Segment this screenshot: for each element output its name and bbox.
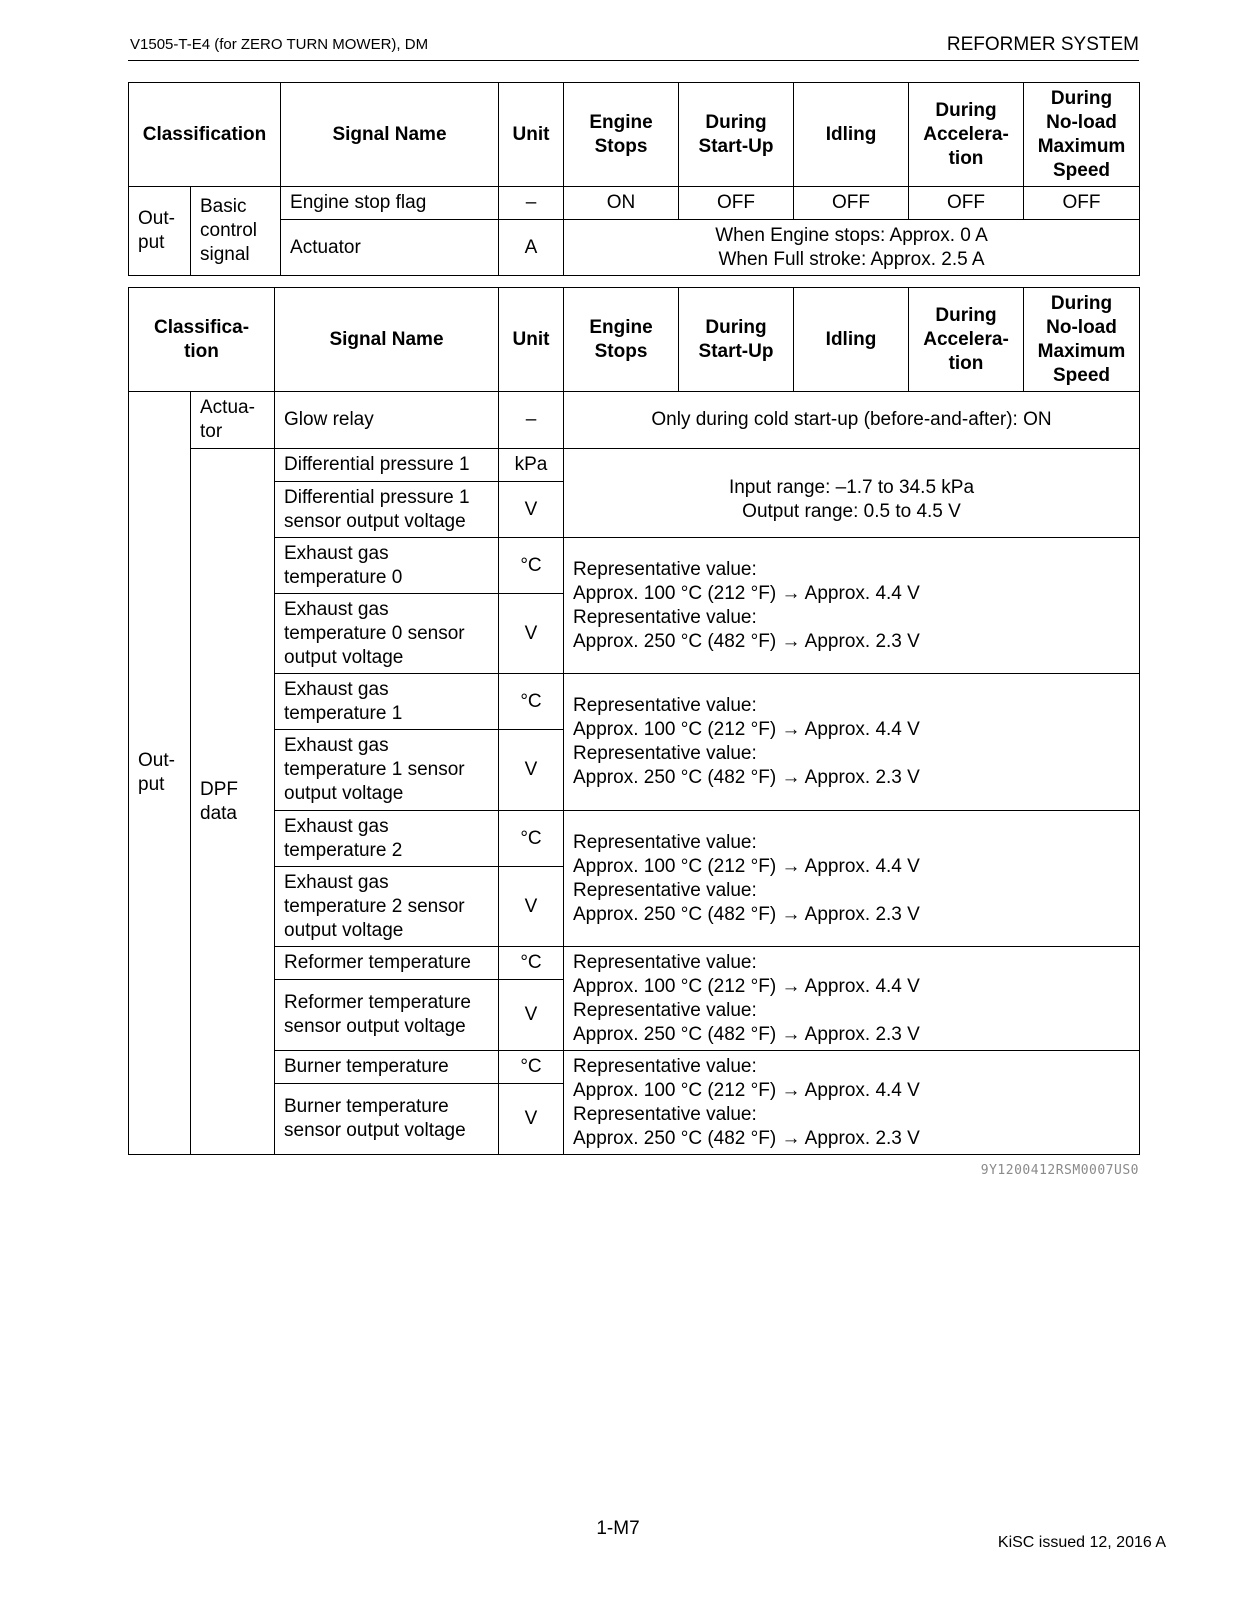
col-header-signal-name: Signal Name bbox=[275, 288, 499, 392]
signal-name-cell: Exhaust gas temperature 2 sensor output voltage bbox=[275, 867, 499, 947]
signal-name-cell: Exhaust gas temperature 2 bbox=[275, 811, 499, 867]
signal-name-cell: Glow relay bbox=[275, 392, 499, 449]
header-model: V1505-T-E4 (for ZERO TURN MOWER), DM bbox=[130, 36, 429, 53]
value-cell: OFF bbox=[794, 187, 909, 220]
unit-cell: V bbox=[499, 980, 564, 1051]
table-row bbox=[129, 392, 1140, 449]
unit-cell: V bbox=[499, 1084, 564, 1155]
col-header-idling: Idling bbox=[794, 288, 909, 392]
table-row bbox=[129, 538, 1140, 594]
note-cell bbox=[564, 947, 1140, 1051]
note-cell bbox=[564, 1051, 1140, 1155]
table-row bbox=[129, 1051, 1140, 1084]
note-line: Representative value: bbox=[573, 1055, 757, 1077]
note-cell bbox=[564, 674, 1140, 811]
table-header-row bbox=[129, 83, 1140, 187]
note-line: Approx. 100 °C (212 °F) → Approx. 4.4 V bbox=[573, 975, 920, 997]
value-cell: OFF bbox=[679, 187, 794, 220]
note-line: Representative value: bbox=[573, 879, 757, 901]
note-line: When Full stroke: Approx. 2.5 A bbox=[718, 248, 985, 270]
table-row bbox=[129, 187, 1140, 220]
signal-name-cell: Exhaust gas temperature 0 bbox=[275, 538, 499, 594]
page-number: 1-M7 bbox=[596, 1518, 640, 1539]
col-header-during-start-up: During Start-Up bbox=[679, 83, 794, 187]
note-line: Input range: –1.7 to 34.5 kPa bbox=[728, 477, 975, 498]
note-cell bbox=[564, 220, 1140, 276]
signal-name-cell: Exhaust gas temperature 1 sensor output voltage bbox=[275, 730, 499, 811]
col-header-idling: Idling bbox=[794, 83, 909, 187]
note-line: Approx. 100 °C (212 °F) → Approx. 4.4 V bbox=[573, 855, 920, 877]
issue-info: KiSC issued 12, 2016 A bbox=[997, 1534, 1166, 1551]
note-line: Approx. 100 °C (212 °F) → Approx. 4.4 V bbox=[573, 582, 920, 604]
signal-name-cell: Engine stop flag bbox=[281, 187, 499, 220]
col-header-engine-stops: Engine Stops bbox=[564, 83, 679, 187]
table-row bbox=[129, 811, 1140, 867]
unit-cell: kPa bbox=[499, 449, 564, 482]
note-cell: Only during cold start-up (before-and-after): ON bbox=[564, 392, 1140, 449]
table-row bbox=[129, 220, 1140, 276]
note-line: When Engine stops: Approx. 0 A bbox=[715, 224, 988, 246]
note-line: Approx. 250 °C (482 °F) → Approx. 2.3 V bbox=[573, 767, 920, 788]
signal-name-cell: Reformer temperature sensor output voltage bbox=[275, 980, 499, 1051]
value-cell: OFF bbox=[1024, 187, 1140, 220]
unit-cell: A bbox=[499, 220, 564, 276]
note-line: Approx. 100 °C (212 °F) → Approx. 4.4 V bbox=[573, 719, 920, 740]
col-header-classification: Classification bbox=[129, 83, 281, 187]
signal-name-cell: Burner temperature sensor output voltage bbox=[275, 1084, 499, 1155]
table-row bbox=[129, 674, 1140, 730]
document-code: 9Y1200412RSM0007US0 bbox=[980, 1163, 1139, 1178]
col-header-during-start-up: During Start-Up bbox=[679, 288, 794, 392]
table-row bbox=[129, 947, 1140, 980]
note-cell bbox=[564, 449, 1140, 538]
classification-cell: Out-put bbox=[129, 187, 191, 276]
unit-cell: °C bbox=[499, 811, 564, 867]
col-header-no-load-max-speed: During No-load Maximum Speed bbox=[1024, 288, 1140, 392]
subclass-cell: DPF data bbox=[191, 449, 275, 1155]
value-cell: ON bbox=[564, 187, 679, 220]
col-header-unit: Unit bbox=[499, 83, 564, 187]
unit-cell: – bbox=[499, 187, 564, 220]
table-row bbox=[129, 449, 1140, 482]
signal-name-cell: Burner temperature bbox=[275, 1051, 499, 1084]
col-header-signal-name: Signal Name bbox=[281, 83, 499, 187]
note-cell bbox=[564, 538, 1140, 674]
subclass-cell: Actua-tor bbox=[191, 392, 275, 449]
signal-name-cell: Exhaust gas temperature 0 sensor output voltage bbox=[275, 594, 499, 674]
col-header-classification: Classifica-tion bbox=[129, 288, 275, 392]
basic-control-signal-table bbox=[128, 82, 1140, 276]
note-line: Representative value: bbox=[573, 606, 757, 628]
note-line: Representative value: bbox=[573, 695, 757, 716]
note-line: Output range: 0.5 to 4.5 V bbox=[742, 501, 961, 522]
signal-name-cell: Differential pressure 1 bbox=[275, 449, 499, 482]
signal-name-cell: Differential pressure 1 sensor output voltage bbox=[275, 482, 499, 538]
signal-name-cell: Actuator bbox=[281, 220, 499, 276]
note-line: Approx. 100 °C (212 °F) → Approx. 4.4 V bbox=[573, 1079, 920, 1101]
header-section-title: REFORMER SYSTEM bbox=[946, 34, 1139, 55]
col-header-engine-stops: Engine Stops bbox=[564, 288, 679, 392]
unit-cell: °C bbox=[499, 674, 564, 730]
note-line: Approx. 250 °C (482 °F) → Approx. 2.3 V bbox=[573, 903, 920, 925]
col-header-during-acceleration: During Accelera-tion bbox=[909, 83, 1024, 187]
header-divider bbox=[128, 60, 1139, 61]
unit-cell: °C bbox=[499, 947, 564, 980]
unit-cell: V bbox=[499, 482, 564, 538]
unit-cell: °C bbox=[499, 538, 564, 594]
col-header-no-load-max-speed: During No-load Maximum Speed bbox=[1024, 83, 1140, 187]
note-line: Representative value: bbox=[573, 558, 757, 580]
dpf-data-table bbox=[128, 287, 1140, 1155]
note-line: Representative value: bbox=[573, 831, 757, 853]
unit-cell: °C bbox=[499, 1051, 564, 1084]
signal-name-cell: Exhaust gas temperature 1 bbox=[275, 674, 499, 730]
signal-name-cell: Reformer temperature bbox=[275, 947, 499, 980]
note-line: Approx. 250 °C (482 °F) → Approx. 2.3 V bbox=[573, 1127, 920, 1149]
subclass-cell: Basic control signal bbox=[191, 187, 281, 276]
note-cell bbox=[564, 811, 1140, 947]
note-line: Approx. 250 °C (482 °F) → Approx. 2.3 V bbox=[573, 1023, 920, 1045]
col-header-during-acceleration: During Accelera-tion bbox=[909, 288, 1024, 392]
note-line: Representative value: bbox=[573, 999, 757, 1021]
table-header-row bbox=[129, 288, 1140, 392]
unit-cell: V bbox=[499, 730, 564, 811]
note-line: Representative value: bbox=[573, 951, 757, 973]
unit-cell: V bbox=[499, 594, 564, 674]
note-line: Approx. 250 °C (482 °F) → Approx. 2.3 V bbox=[573, 630, 920, 652]
unit-cell: V bbox=[499, 867, 564, 947]
note-line: Representative value: bbox=[573, 743, 757, 764]
col-header-unit: Unit bbox=[499, 288, 564, 392]
note-line: Representative value: bbox=[573, 1103, 757, 1125]
value-cell: OFF bbox=[909, 187, 1024, 220]
classification-cell: Out-put bbox=[129, 392, 191, 1155]
unit-cell: – bbox=[499, 392, 564, 449]
